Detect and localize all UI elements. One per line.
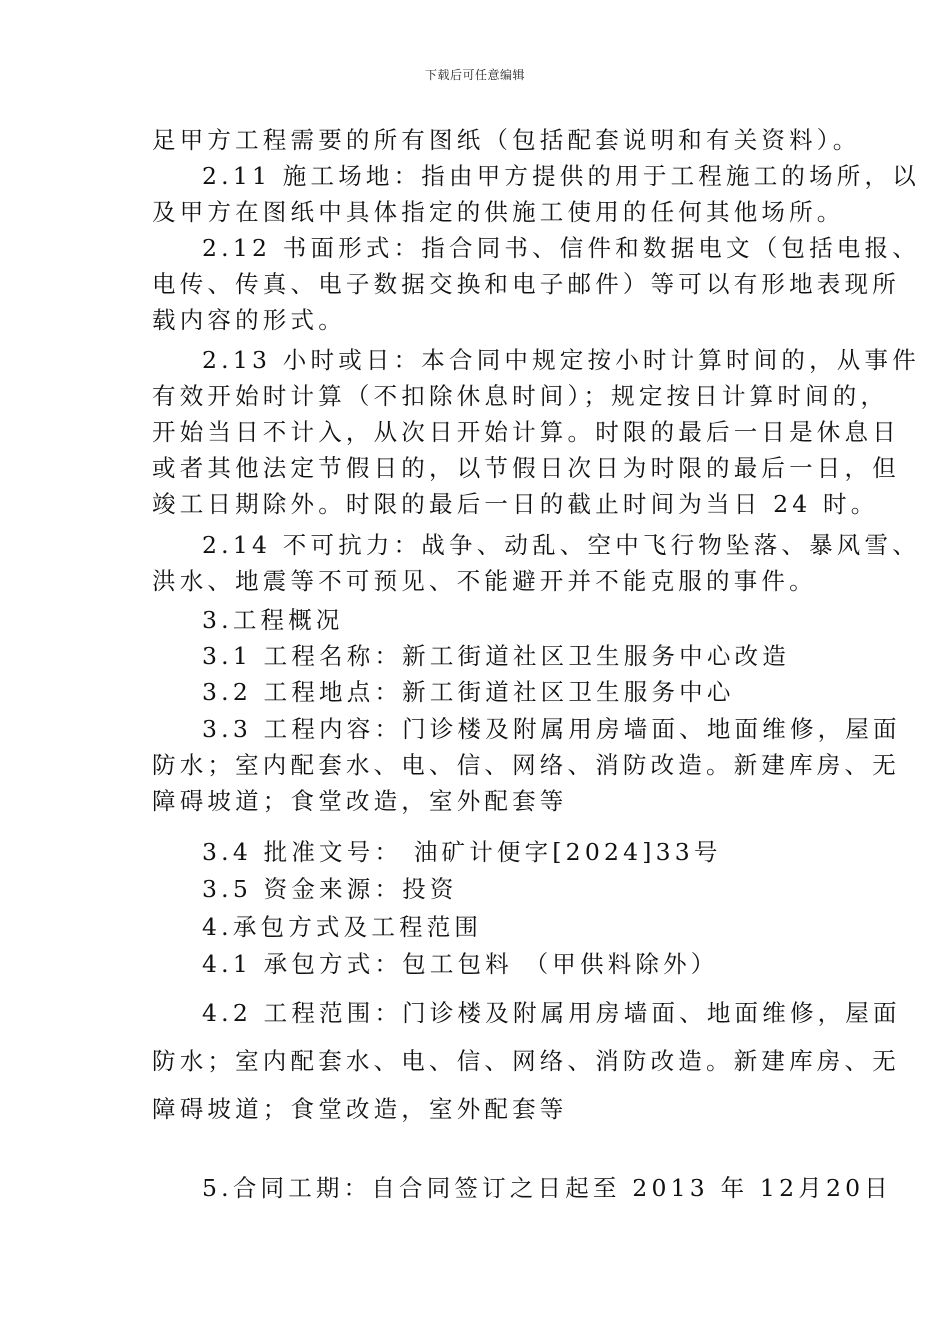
text-line: 4.承包方式及工程范围 bbox=[202, 913, 483, 941]
paragraph-3-2 bbox=[152, 674, 860, 710]
text-line: 3.3 工程内容：门诊楼及附属用房墙面、地面维修，屋面 bbox=[202, 715, 901, 743]
paragraph-3-1 bbox=[152, 638, 860, 674]
paragraph-3-4 bbox=[152, 834, 860, 870]
text-line: 5.合同工期：自合同签订之日起至 2013 年 12月20日 bbox=[202, 1174, 892, 1202]
text-line: 障碍坡道；食堂改造，室外配套等 bbox=[152, 1095, 568, 1123]
text-line: 障碍坡道；食堂改造，室外配套等 bbox=[152, 787, 568, 815]
paragraph-2-13 bbox=[152, 342, 920, 522]
text-line: 4.1 承包方式：包工包料 （甲供料除外） bbox=[202, 950, 719, 978]
text-line: 有效开始时计算（不扣除休息时间）；规定按日计算时间的， bbox=[152, 382, 889, 410]
text-line: 3.5 资金来源：投资 bbox=[202, 875, 458, 903]
text-line: 防水；室内配套水、电、信、网络、消防改造。新建库房、无 bbox=[152, 1047, 900, 1075]
text-line: 或者其他法定节假日的，以节假日次日为时限的最后一日，但 bbox=[152, 454, 900, 482]
text-line: 3.2 工程地点：新工街道社区卫生服务中心 bbox=[202, 678, 735, 706]
paragraph-3-3 bbox=[152, 711, 901, 819]
text-line: 2.12 书面形式：指合同书、信件和数据电文（包括电报、 bbox=[202, 234, 920, 262]
paragraph-2-14 bbox=[152, 527, 920, 599]
page-header: 下载后可任意编辑 bbox=[424, 68, 525, 82]
paragraph-4-2 bbox=[152, 995, 901, 1139]
text-line: 防水；室内配套水、电、信、网络、消防改造。新建库房、无 bbox=[152, 751, 900, 779]
text-line: 2.11 施工场地：指由甲方提供的用于工程施工的场所，以 bbox=[202, 162, 920, 190]
text-line: 洪水、地震等不可预见、不能避开并不能克服的事件。 bbox=[152, 567, 817, 595]
text-line: 3.工程概况 bbox=[202, 606, 344, 634]
paragraph-3-5 bbox=[152, 871, 860, 907]
text-line: 开始当日不计入，从次日开始计算。时限的最后一日是休息日 bbox=[152, 418, 900, 446]
text-line: 电传、传真、电子数据交换和电子邮件）等可以有形地表现所 bbox=[152, 270, 900, 298]
text-line: 2.13 小时或日：本合同中规定按小时计算时间的，从事件 bbox=[202, 346, 920, 374]
text-line: 及甲方在图纸中具体指定的供施工使用的任何其他场所。 bbox=[152, 198, 845, 226]
paragraph-2-12 bbox=[152, 230, 920, 338]
paragraph-drawings bbox=[152, 122, 860, 158]
text-line: 3.1 工程名称：新工街道社区卫生服务中心改造 bbox=[202, 642, 790, 670]
paragraph-2-11 bbox=[152, 158, 920, 230]
paragraph-4-1 bbox=[152, 946, 860, 982]
heading-project-overview bbox=[152, 602, 860, 638]
text-line: 足甲方工程需要的所有图纸（包括配套说明和有关资料）。 bbox=[152, 126, 861, 154]
text-line: 载内容的形式。 bbox=[152, 306, 346, 334]
paragraph-contract-period bbox=[152, 1170, 892, 1206]
heading-contract-method bbox=[152, 909, 860, 945]
text-line: 3.4 批准文号： 油矿计便字[2024]33号 bbox=[202, 838, 722, 866]
text-line: 2.14 不可抗力：战争、动乱、空中飞行物坠落、暴风雪、 bbox=[202, 531, 920, 559]
text-line: 竣工日期除外。时限的最后一日的截止时间为当日 24 时。 bbox=[152, 490, 879, 518]
text-line: 4.2 工程范围：门诊楼及附属用房墙面、地面维修，屋面 bbox=[202, 999, 901, 1027]
